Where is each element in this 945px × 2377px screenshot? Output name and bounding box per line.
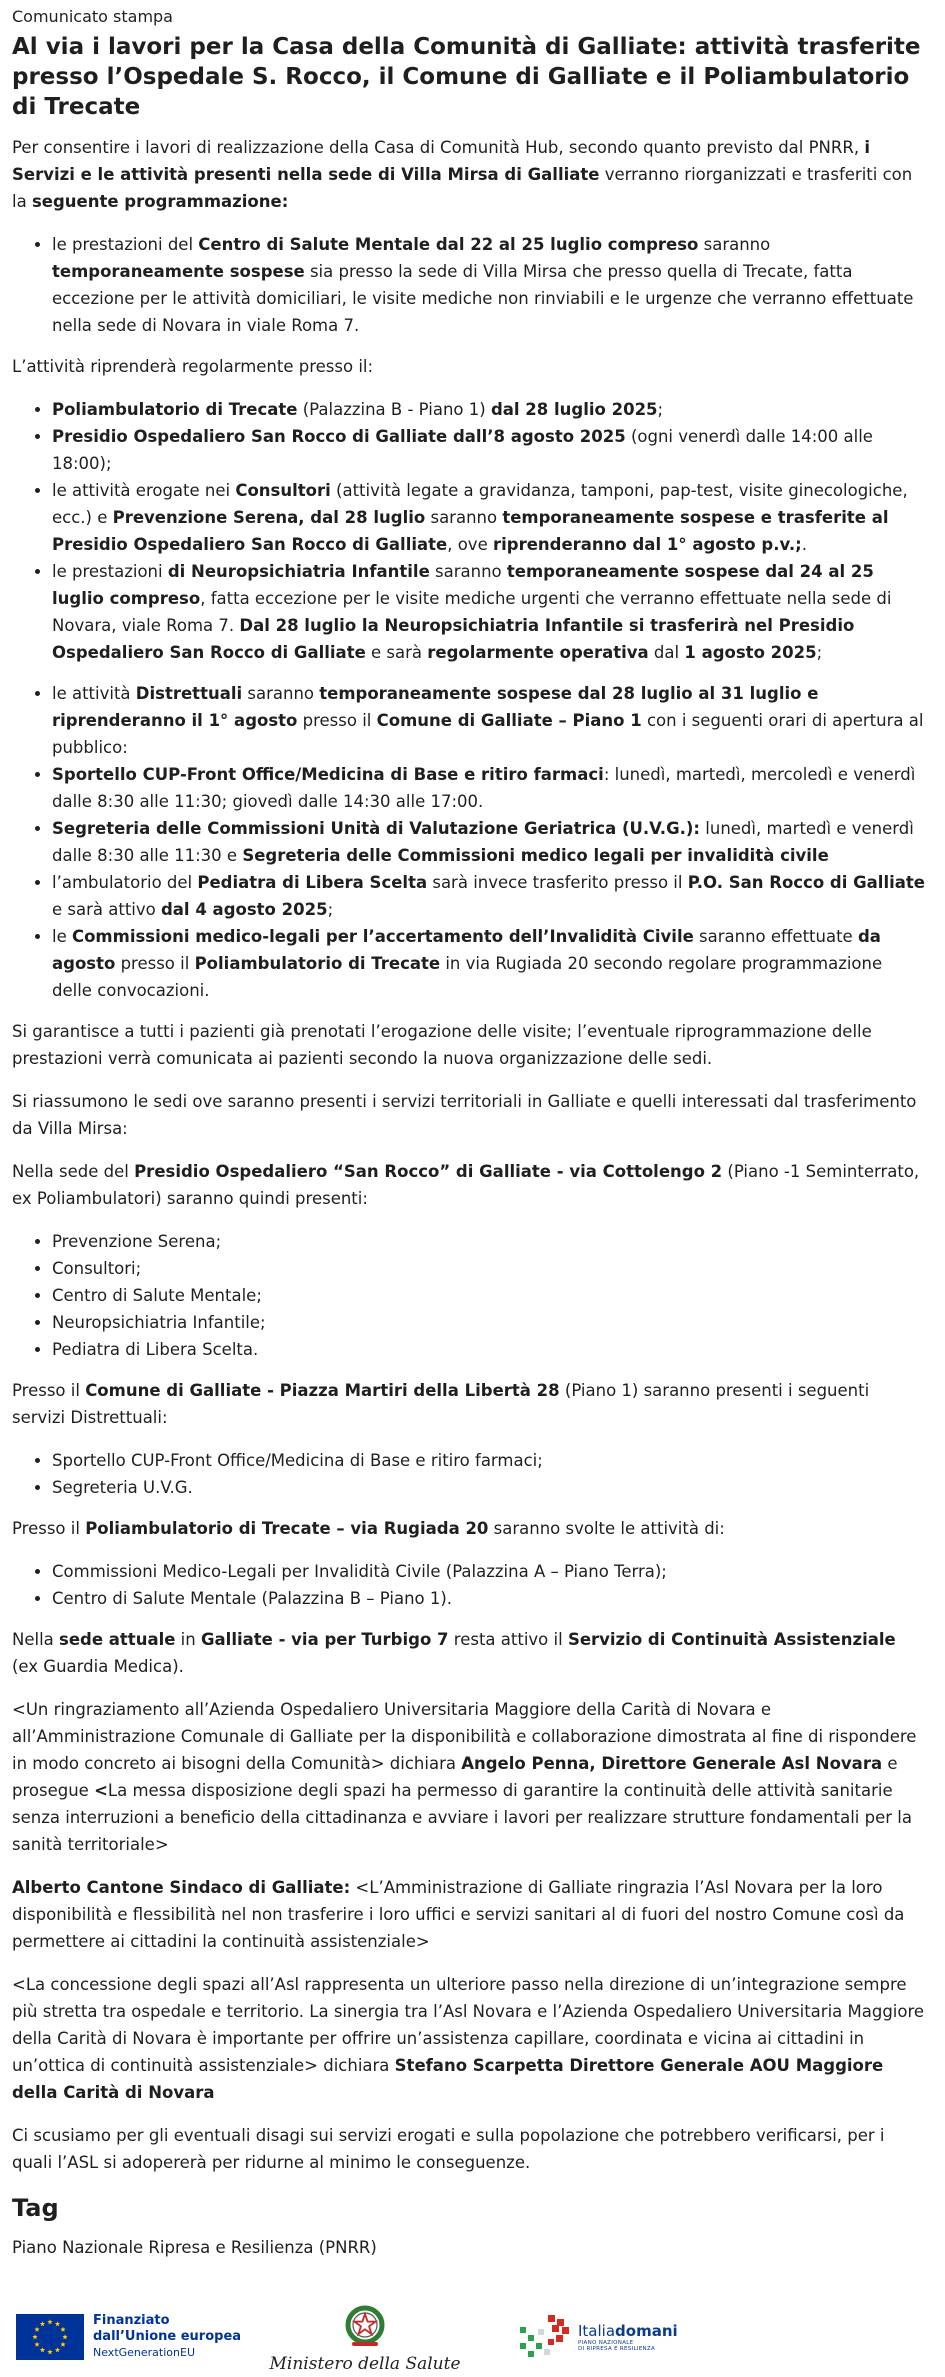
turbigo-paragraph: Nella sede attuale in Galliate - via per Turbigo 7 resta attivo il Servizio di Continuità Assistenziale (ex Guardia Medica). — [12, 1630, 896, 1676]
eu-star-icon — [40, 2321, 45, 2326]
italian-emblem-icon — [340, 2300, 390, 2352]
tag-link[interactable]: Piano Nazionale Ripresa e Resilienza (PNRR) — [12, 2238, 377, 2257]
list-item: • Commissioni Medico-Legali per Invalidità Civile (Palazzina A – Piano Terra); — [52, 1558, 927, 1585]
list-item: • Centro di Salute Mentale; — [52, 1282, 927, 1309]
guarantee-paragraph: Si garantisce a tutti i pazienti già prenotati l’erogazione delle visite; l’eventuale riprogrammazione delle prestazioni verrà comunicata ai pazienti secondo la nuova organizzazione delle sedi. — [12, 1022, 872, 1068]
list-item: • Sportello CUP-Front Office/Medicina di Base e ritiro farmaci: lunedì, martedì, mercoledì e venerdì dalle 8:30 alle 11:30; giovedì dalle 14:30 alle 17:00. — [52, 761, 927, 815]
eu-star-icon — [34, 2342, 39, 2347]
apology-paragraph: Ci scusiamo per gli eventuali disagi sui servizi erogati e sulla popolazione che potrebbero verificarsi, per i quali l’ASL si adopererà per ridurne al minimo le conseguenze. — [12, 2126, 885, 2172]
list-item: • Neuropsichiatria Infantile; — [52, 1309, 927, 1336]
eu-funded-line3: NextGenerationEU — [93, 2346, 195, 2359]
eu-funding-logo — [16, 2313, 246, 2361]
list-item: • Segreteria U.V.G. — [52, 1474, 927, 1501]
italia-domani-logo — [518, 2313, 678, 2361]
eu-star-icon — [55, 2321, 60, 2326]
comune-paragraph: Presso il Comune di Galliate - Piazza Martiri della Libertà 28 (Piano 1) saranno presenti i seguenti servizi Distrettuali: — [12, 1381, 870, 1427]
list-item: • Centro di Salute Mentale (Palazzina B – Piano 1). — [52, 1585, 927, 1612]
trecate-paragraph: Presso il Poliambulatorio di Trecate – via Rugiada 20 saranno svolte le attività di: — [12, 1519, 725, 1538]
eu-star-icon — [32, 2334, 37, 2339]
quote-cantone: Alberto Cantone Sindaco di Galliate: <L’Amministrazione di Galliate ringrazia l’Asl Novara per la loro disponibilità e flessibilità nel non trasferire i loro uffici e servizi sanitari al di fuori del nostro Comune così da permettere ai cittadini la continuità assistenziale> — [12, 1878, 905, 1951]
eu-funded-line2: dall’Unione europea — [93, 2329, 242, 2344]
mental-health-list — [52, 231, 927, 339]
article-title: Al via i lavori per la Casa della Comunità di Galliate: attività trasferite presso l’Ospedale S. Rocco, il Comune di Galliate e il Poliambulatorio di Trecate — [12, 34, 921, 120]
san-rocco-paragraph: Nella sede del Presidio Ospedaliero “San Rocco” di Galliate - via Cottolengo 2 (Piano -1 Seminterrato, ex Poliambulatori) saranno quindi presenti: — [12, 1162, 920, 1208]
resume-intro: L’attività riprenderà regolarmente presso il: — [12, 357, 374, 376]
eu-star-icon — [60, 2342, 65, 2347]
italia-domani-name: Italiadomani — [578, 2322, 678, 2340]
eu-star-icon — [60, 2327, 65, 2332]
list-item: • Prevenzione Serena; — [52, 1228, 927, 1255]
ministry-name: Ministero della Salute — [269, 2354, 461, 2374]
list-item: • Poliambulatorio di Trecate (Palazzina B - Piano 1) dal 28 luglio 2025; — [52, 396, 927, 423]
eu-flag-icon — [16, 2314, 84, 2360]
trecate-services-list — [52, 1558, 927, 1612]
san-rocco-services-list — [52, 1228, 927, 1363]
comune-services-list — [52, 1447, 927, 1501]
list-item: • le Commissioni medico-legali per l’accertamento dell’Invalidità Civile saranno effettuate da agosto presso il Poliambulatorio di Trecate in via Rugiada 20 secondo regolare programmazione delle convocazioni. — [52, 923, 927, 1004]
tags-heading: Tag — [12, 2194, 59, 2222]
list-item: • Segreteria delle Commissioni Unità di Valutazione Geriatrica (U.V.G.): lunedì, martedì e venerdì dalle 8:30 alle 11:30 e Segreteria delle Commissioni medico legali per invalidità civile — [52, 815, 927, 869]
eu-funded-line1: Finanziato — [93, 2313, 170, 2328]
italia-domani-icon — [518, 2313, 574, 2361]
funding-logos — [12, 2297, 927, 2377]
list-item: • le attività erogate nei Consultori (attività legate a gravidanza, tamponi, pap-test, visite ginecologiche, ecc.) e Prevenzione Serena, dal 28 luglio saranno temporaneamente sospese e trasferite al Presidio Ospedaliero San Rocco di Galliate, ove riprenderanno dal 1° agosto p.v.;. — [52, 477, 927, 558]
eu-star-icon — [40, 2347, 45, 2352]
intro-paragraph: Per consentire i lavori di realizzazione della Casa di Comunità Hub, secondo quanto previsto dal PNRR, i Servizi e le attività presenti nella sede di Villa Mirsa di Galliate verranno riorganizzati e trasferiti con la seguente programmazione: — [12, 138, 913, 211]
resume-list — [52, 396, 927, 666]
list-item: • l’ambulatorio del Pediatra di Libera Scelta sarà invece trasferito presso il P.O. San Rocco di Galliate e sarà attivo dal 4 agosto 2025; — [52, 869, 927, 923]
ministry-logo — [256, 2300, 474, 2374]
list-item: • le attività Distrettuali saranno temporaneamente sospese dal 28 luglio al 31 luglio e riprenderanno il 1° agosto presso il Comune di Galliate – Piano 1 con i seguenti orari di apertura al pubblico: — [52, 680, 927, 761]
list-item: • Consultori; — [52, 1255, 927, 1282]
article-kicker: Comunicato stampa — [12, 7, 173, 26]
eu-star-icon — [55, 2347, 60, 2352]
summary-paragraph: Si riassumono le sedi ove saranno presenti i servizi territoriali in Galliate e quelli interessati dal trasferimento da Villa Mirsa: — [12, 1092, 917, 1138]
quote-penna: <Un ringraziamento all’Azienda Ospedaliero Universitaria Maggiore della Carità di Novara e all’Amministrazione Comunale di Galliate per la disponibilità e collaborazione dimostrata al fine di rispondere in modo concreto ai bisogni della Comunità> dichiara Angelo Penna, Direttore Generale Asl Novara e prosegue <La messa disposizione degli spazi ha permesso di garantire la continuità delle attività sanitarie senza interruzioni a beneficio della cittadinanza e avviare i lavori per realizzare strutture fondamentali per la sanità territoriale> — [12, 1700, 917, 1854]
district-list — [52, 680, 927, 1004]
list-item: • Pediatra di Libera Scelta. — [52, 1336, 927, 1363]
list-item: • Presidio Ospedaliero San Rocco di Galliate dall’8 agosto 2025 (ogni venerdì dalle 14:00 alle 18:00); — [52, 423, 927, 477]
eu-star-icon — [62, 2334, 67, 2339]
list-item: • Sportello CUP-Front Office/Medicina di Base e ritiro farmaci; — [52, 1447, 927, 1474]
italia-domani-sub1: PIANO NAZIONALE — [578, 2340, 634, 2346]
italia-domani-sub2: DI RIPRESA E RESILIENZA — [578, 2346, 656, 2352]
eu-star-icon — [47, 2349, 52, 2354]
eu-star-icon — [47, 2319, 52, 2324]
quote-scarpetta: <La concessione degli spazi all’Asl rappresenta un ulteriore passo nella direzione di un’integrazione sempre più stretta tra ospedale e territorio. La sinergia tra l’Asl Novara e l’Azienda Ospedaliero Universitaria Maggiore della Carità di Novara è importante per offrire un’assistenza capillare, coordinata e vicina ai cittadini in un’ottica di continuità assistenziale> dichiara Stefano Scarpetta Direttore Generale AOU Maggiore della Carità di Novara — [12, 1975, 925, 2102]
eu-star-icon — [34, 2327, 39, 2332]
list-item: • le prestazioni di Neuropsichiatria Infantile saranno temporaneamente sospese dal 24 al 25 luglio compreso, fatta eccezione per le visite mediche urgenti che verranno effettuate nella sede di Novara, viale Roma 7. Dal 28 luglio la Neuropsichiatria Infantile si trasferirà nel Presidio Ospedaliero San Rocco di Galliate e sarà regolarmente operativa dal 1 agosto 2025; — [52, 558, 927, 666]
list-item: • le prestazioni del Centro di Salute Mentale dal 22 al 25 luglio compreso saranno temporaneamente sospese sia presso la sede di Villa Mirsa che presso quella di Trecate, fatta eccezione per le attività domiciliari, le visite mediche non rinviabili e le urgenze che verranno effettuate nella sede di Novara in viale Roma 7. — [52, 231, 927, 339]
